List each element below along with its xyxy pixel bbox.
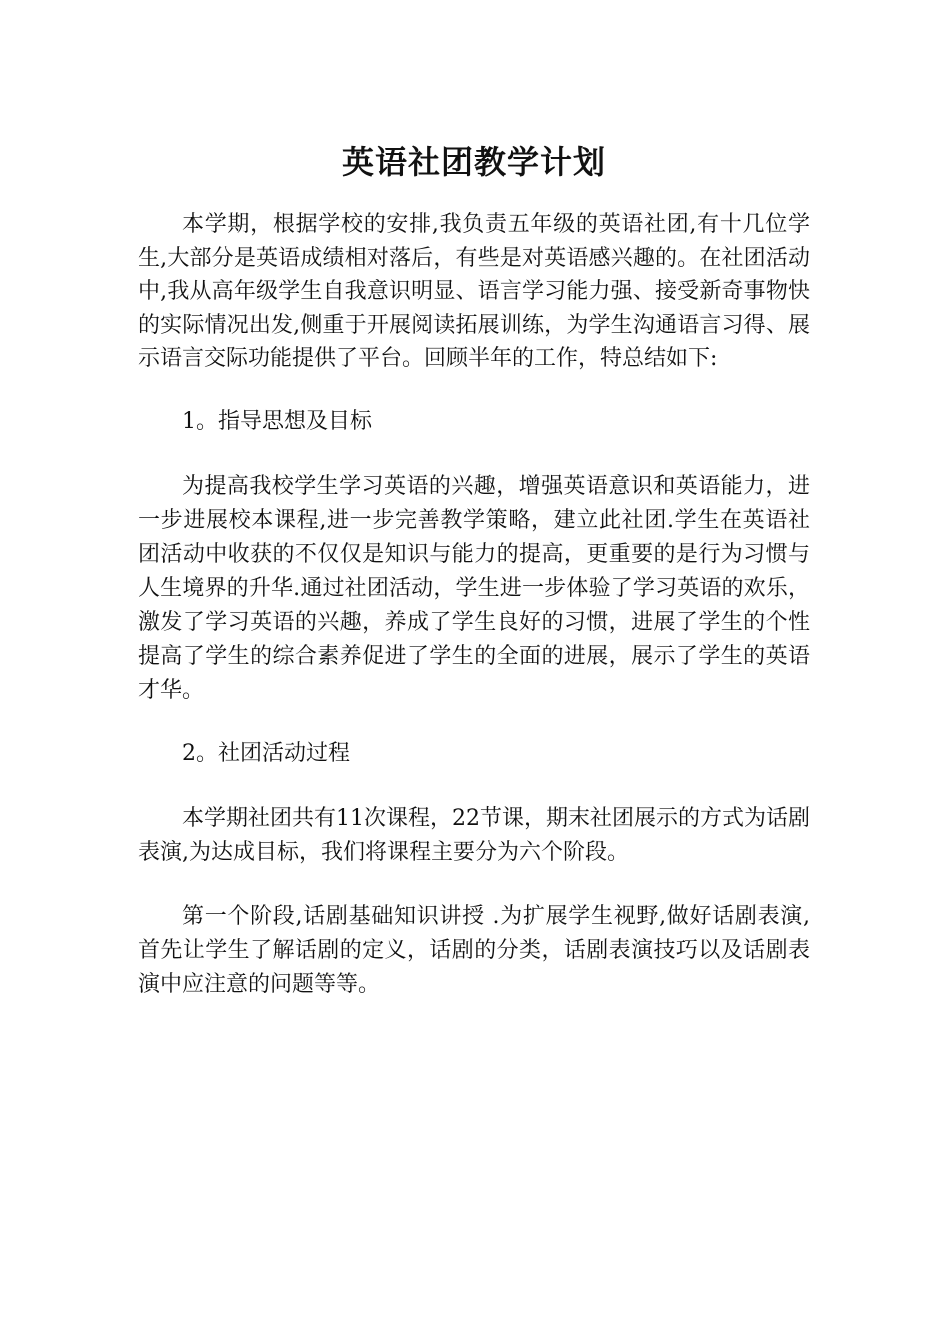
intro-paragraph: 本学期，根据学校的安排,我负责五年级的英语社团,有十几位学生,大部分是英语成绩相对落后，有些是对英语感兴趣的。在社团活动中,我从高年级学生自我意识明显、语言学习能力强、接受新奇事物快的实际情况出发,侧重于开展阅读拓展训练，为学生沟通语言习得、展示语言交际功能提供了平台。回顾半年的工作，特总结如下: — [138, 212, 810, 371]
guiding-ideas-paragraph: 为提高我校学生学习英语的兴趣，增强英语意识和英语能力，进一步进展校本课程,进一步完善教学策略，建立此社团.学生在英语社团活动中收获的不仅仅是知识与能力的提高，更重要的是行为习惯与人生境界的升华.通过社团活动，学生进一步体验了学习英语的欢乐，激发了学习英语的兴趣，养成了学生良好的习惯，进展了学生的个性提高了学生的综合素养促进了学生的全面的进展，展示了学生的英语才华。 — [138, 473, 810, 703]
document-page — [138, 138, 810, 1032]
section-heading-1: 1。指导思想及目标 — [182, 408, 372, 434]
section-heading-2: 2。社团活动过程 — [182, 740, 350, 766]
stage-one-paragraph: 第一个阶段,话剧基础知识讲授 .为扩展学生视野,做好话剧表演,首先让学生了解话剧的定义，话剧的分类，话剧表演技巧以及话剧表演中应注意的问题等等。 — [138, 903, 810, 997]
course-overview-paragraph: 本学期社团共有11次课程，22节课，期末社团展示的方式为话剧表演,为达成目标，我们将课程主要分为六个阶段。 — [138, 805, 810, 865]
document-title: 英语社团教学计划 — [341, 143, 606, 181]
